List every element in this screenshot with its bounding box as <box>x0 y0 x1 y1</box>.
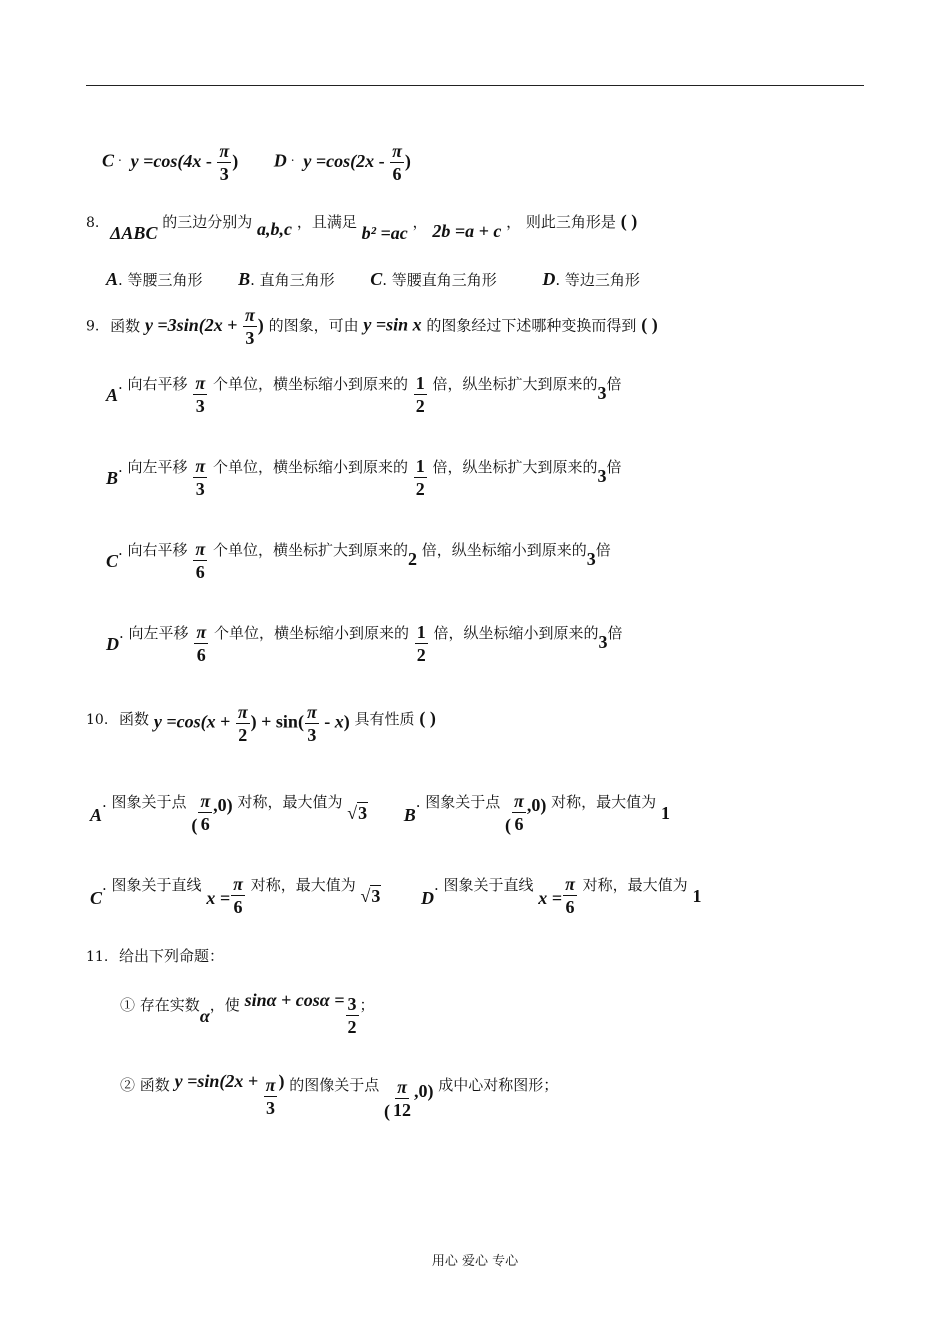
q7-option-c-formula: y =cos(4x - $\frac{\pi}{3}$ ) <box>130 141 239 184</box>
q10-option-b: B. 图象关于点 ( $\frac{\pi}{6}$ ,0) 对称，最大值为 1 <box>403 791 670 835</box>
q8-number: 8. <box>86 215 100 231</box>
q7-options: C . y =cos(4x - $\frac{\pi}{3}$ ) D . y =cos(2x - $\frac{\pi}{6}$ ) <box>102 141 411 184</box>
q10-number: 10. <box>86 712 109 728</box>
q9-paren: ( ) <box>641 314 658 335</box>
q10-text-1: 函数 <box>119 710 150 728</box>
q8-sep: ， <box>412 213 428 231</box>
q9-option-a: A. 向右平移 $\frac{\pi}{3}$ 个单位，横坐标缩小到原来的 $\frac{1}{2}$ 倍，纵坐标扩大到原来的3倍 <box>106 373 622 416</box>
q8-option-b: B. 直角三角形 <box>238 269 335 289</box>
q9-text-1: 函数 <box>110 316 141 335</box>
q11-number: 11. <box>86 949 109 965</box>
q9-number: 9. <box>86 318 100 335</box>
q9-text-2: 的图象，可由 <box>268 316 359 335</box>
q8-triangle: ΔABC <box>110 223 158 243</box>
q8-option-c: C. 等腰直角三角形 <box>370 269 497 289</box>
q8-stem <box>86 211 638 243</box>
q10-paren: ( ) <box>419 708 436 728</box>
q7-option-c-label: C <box>102 150 115 171</box>
q8-paren: ( ) <box>620 211 638 231</box>
q10-options-ab <box>90 792 670 833</box>
q10-option-a: A. 图象关于点 ( $\frac{\pi}{6}$ ,0) 对称，最大值为 √3 <box>90 791 368 835</box>
q9-stem <box>86 306 658 347</box>
q10-text-2: 具有性质 <box>354 710 415 728</box>
q8-text-2: ，且满足 <box>296 213 357 231</box>
q9-option-b: B. 向左平移 $\frac{\pi}{3}$ 个单位，横坐标缩小到原来的 $\frac{1}{2}$ 倍，纵坐标扩大到原来的3倍 <box>106 456 622 499</box>
q9-option-c: C. 向右平移 $\frac{\pi}{6}$ 个单位，横坐标扩大到原来的2 倍，纵坐标缩小到原来的3倍 <box>106 539 611 582</box>
q9-base-function: y =sin x <box>363 314 422 335</box>
q10-option-d: D. 图象关于直线 x = $\frac{\pi}{6}$ 对称，最大值为 1 <box>420 874 702 917</box>
q9-text-3: 的图象经过下述哪种变换而得到 <box>426 316 637 335</box>
q10-option-c: C. 图象关于直线 x = $\frac{\pi}{6}$ 对称，最大值为 √3 <box>90 874 381 917</box>
q11-item-2: ② 函数 y =sin(2x + $\frac{\pi}{3}$ ) 的图像关于点 ( $\frac{\pi}{12}$ ,0) 成中心对称图形； <box>120 1071 559 1121</box>
q9-function: y =3sin(2x + $\frac{\pi}{3}$ ) <box>144 305 264 348</box>
header-rule <box>86 85 864 86</box>
q8-option-a: A. 等腰三角形 <box>106 269 203 289</box>
q11-stem <box>86 949 224 964</box>
q10-options-cd <box>90 875 701 916</box>
page-footer: 用心 爱心 专心 <box>431 1254 519 1269</box>
q7-option-d-label: D <box>273 150 287 171</box>
q9-option-d: D. 向左平移 $\frac{\pi}{6}$ 个单位，横坐标缩小到原来的 $\frac{1}{2}$ 倍，纵坐标缩小到原来的3倍 <box>106 622 623 665</box>
q8-cond-1: b² =ac <box>361 223 408 243</box>
q11-text-1: 给出下列命题： <box>119 947 225 965</box>
q11-item-1: ① 存在实数α，使 sinα + cosα = $\frac{3}{2}$ ； <box>120 990 375 1037</box>
q10-function: y =cos(x + $\frac{\pi}{2}$ ) + sin( $\frac{\pi}{3}$ - x) <box>153 702 350 745</box>
q8-text-1: 的三边分别为 <box>162 213 253 231</box>
q8-option-d: D. 等边三角形 <box>542 269 640 289</box>
q10-stem <box>86 702 436 748</box>
q8-sides: a,b,c <box>257 219 293 239</box>
q7-option-d-formula: y =cos(2x - $\frac{\pi}{6}$ ) <box>303 141 411 184</box>
q8-text-3: ， 则此三角形是 <box>506 213 616 231</box>
q8-cond-2: 2b =a + c <box>432 221 502 241</box>
q8-options <box>106 270 640 288</box>
